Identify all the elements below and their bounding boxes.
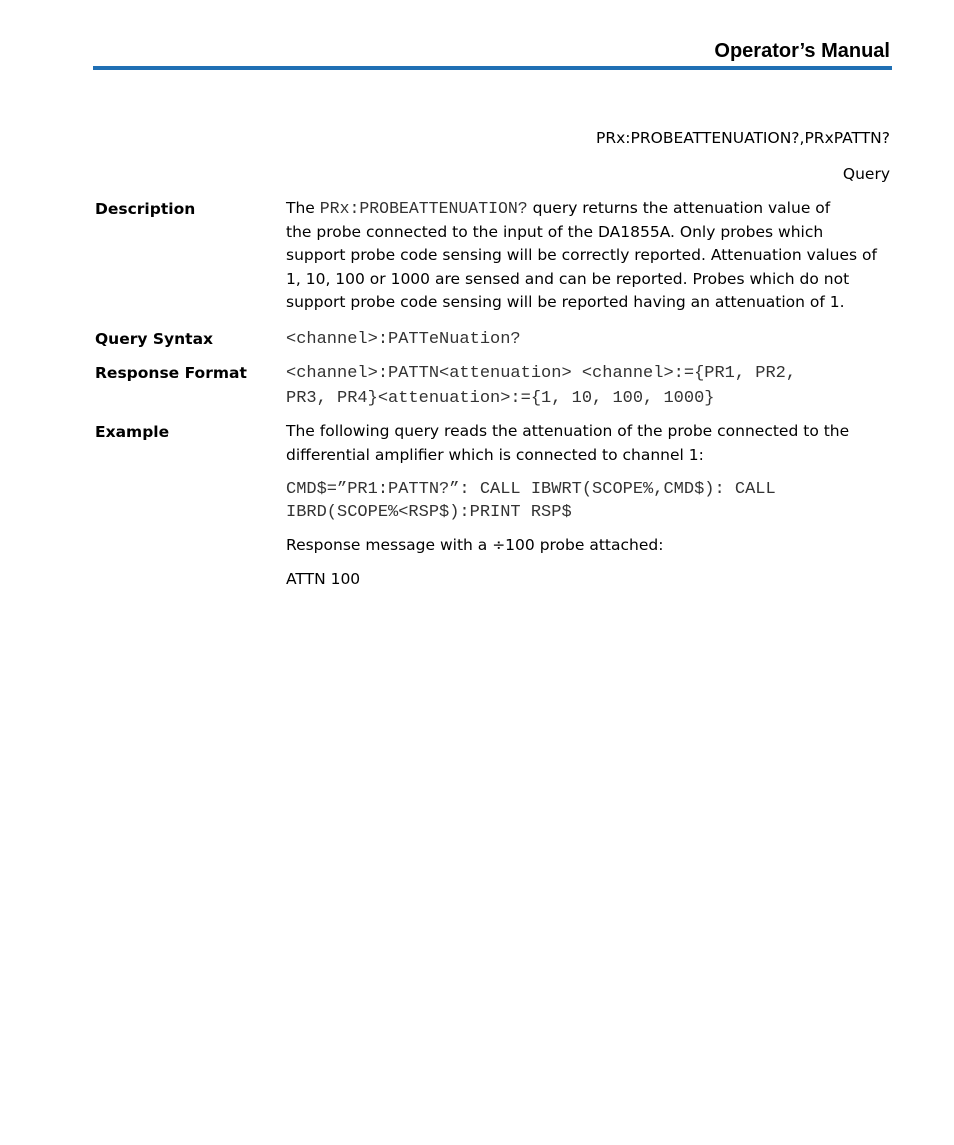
command-name: PRx:PROBEATTENUATION?,PRxPATTN? — [596, 129, 890, 147]
response-format-label: Response Format — [95, 364, 247, 382]
example-code-line-1: CMD$=”PR1:PATTN?”: CALL IBWRT(SCOPE%,CMD$): CALL — [286, 480, 776, 499]
description-line-5: support probe code sensing will be reported having an attenuation of 1. — [286, 293, 845, 311]
example-intro — [286, 420, 894, 467]
query-syntax-code: <channel>:PATTeNuation? — [286, 330, 521, 349]
example-line-2: differential amplifier which is connected to channel 1: — [286, 445, 704, 464]
example-response-value: ATTN 100 — [286, 570, 361, 588]
description-inline-code: PRx:PROBEATTENUATION? — [319, 199, 528, 218]
example-line-1: The following query reads the attenuation of the probe connected to the — [286, 422, 850, 440]
example-response-text: Response message with a ÷100 probe attached: — [286, 536, 664, 554]
command-type: Query — [842, 165, 890, 183]
page-header-title: Operator’s Manual — [714, 40, 890, 62]
response-format-line-2: PR3, PR4}<attenuation>:={1, 10, 100, 1000} — [286, 389, 715, 408]
description-label: Description — [95, 200, 196, 218]
description-text — [286, 197, 894, 315]
description-line-3: support probe code sensing will be correctly reported. Attenuation values of — [286, 246, 877, 264]
header-divider — [93, 66, 892, 70]
example-code-line-2: IBRD(SCOPE%<RSP$):PRINT RSP$ — [286, 503, 572, 522]
description-line-1: The PRx:PROBEATTENUATION? query returns the attenuation value of — [286, 199, 831, 218]
description-line-4: 1, 10, 100 or 1000 are sensed and can be reported. Probes which do not — [286, 269, 850, 288]
description-line-2: the probe connected to the input of the DA1855A. Only probes which — [286, 222, 824, 241]
example-code — [286, 478, 896, 524]
response-format-code — [286, 362, 896, 410]
query-syntax-label: Query Syntax — [95, 330, 214, 348]
example-label: Example — [95, 423, 170, 441]
response-format-line-1: <channel>:PATTN<attenuation> <channel>:={PR1, PR2, — [286, 364, 797, 383]
